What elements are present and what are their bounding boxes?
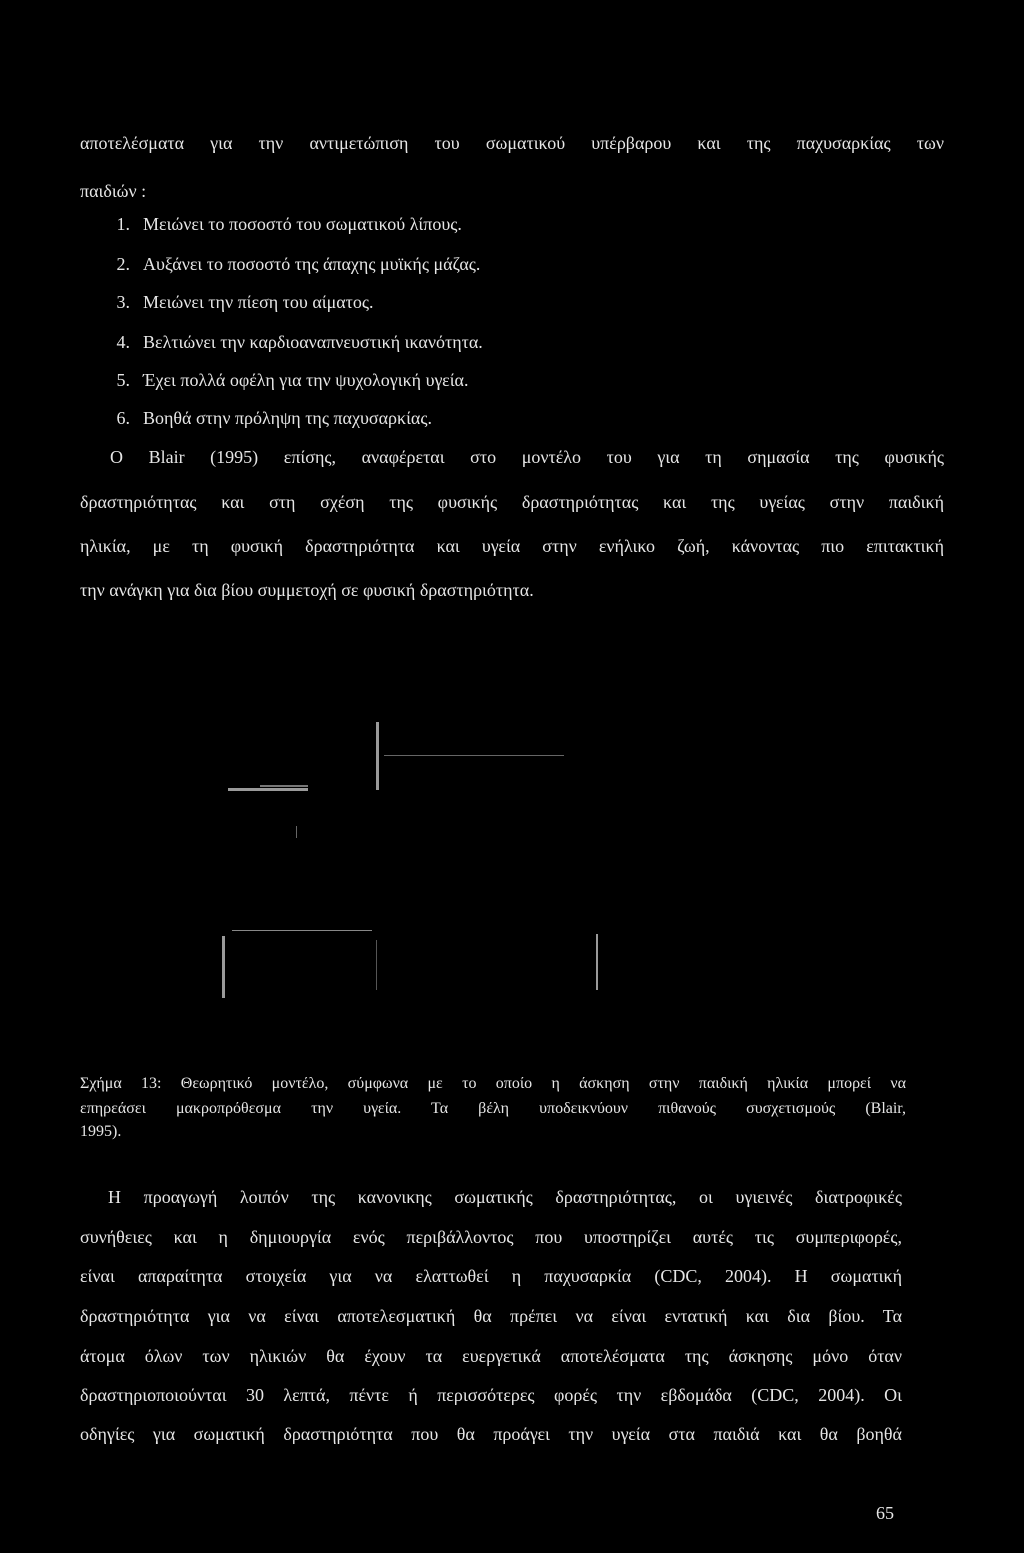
paragraph-line: δραστηριοποιούνται 30 λεπτά, πέντε ή περισσότερες φορές την εβδομάδα (CDC, 2004). Οι	[80, 1385, 902, 1405]
paragraph-line: Η προαγωγή λοιπόν της κανονικης σωματικής δραστηριότητας, οι υγιεινές διατροφικές	[108, 1187, 902, 1207]
figure-fragment	[260, 785, 308, 787]
paragraph-line: δραστηριότητας και στη σχέση της φυσικής δραστηριότητας και της υγείας στην παιδική	[80, 492, 944, 512]
caption-line: επηρεάσει μακροπρόθεσμα την υγεία. Τα βέλη υποδεικνύουν πιθανούς συσχετισμούς (Blair,	[80, 1100, 906, 1117]
caption-line: Σχήμα 13: Θεωρητικό μοντέλο, σύμφωνα με το οποίο η άσκηση στην παιδική ηλικία μπορεί να	[80, 1075, 906, 1092]
figure-model-diagram	[200, 700, 640, 1010]
list-number: 2.	[116, 254, 130, 274]
paragraph-line: την ανάγκη για δια βίου συμμετοχή σε φυσική δραστηριότητα.	[80, 580, 534, 600]
paragraph-line: οδηγίες για σωματική δραστηριότητα που θα προάγει την υγεία στα παιδιά και θα βοηθά	[80, 1424, 902, 1444]
list-number: 1.	[116, 214, 130, 234]
list-text: Βελτιώνει την καρδιοαναπνευστική ικανότητα.	[143, 332, 483, 352]
intro-line-1: αποτελέσματα για την αντιμετώπιση του σωματικού υπέρβαρου και της παχυσαρκίας των	[80, 133, 944, 153]
figure-fragment	[376, 722, 379, 790]
paragraph-line: ηλικία, με τη φυσική δραστηριότητα και υγεία στην ενήλικο ζωή, κάνοντας πιο επιτακτική	[80, 536, 944, 556]
list-text: Μειώνει την πίεση του αίματος.	[143, 292, 374, 312]
figure-fragment	[296, 826, 297, 838]
paragraph-line: είναι απαραίτητα στοιχεία για να ελαττωθεί η παχυσαρκία (CDC, 2004). Η σωματική	[80, 1266, 902, 1286]
figure-fragment	[384, 755, 564, 756]
list-number: 3.	[116, 292, 130, 312]
list-text: Βοηθά στην πρόληψη της παχυσαρκίας.	[143, 408, 432, 428]
list-number: 5.	[116, 370, 130, 390]
list-text: Έχει πολλά οφέλη για την ψυχολογική υγεία.	[143, 370, 469, 390]
list-text: Αυξάνει το ποσοστό της άπαχης μυϊκής μάζας.	[143, 254, 481, 274]
figure-fragment	[376, 940, 377, 990]
paragraph-line: Ο Blair (1995) επίσης, αναφέρεται στο μοντέλο του για τη σημασία της φυσικής	[110, 447, 944, 467]
caption-line: 1995).	[80, 1123, 122, 1140]
paragraph-line: συνήθειες και η δημιουργία ενός περιβάλλοντος που υποστηρίζει αυτές τις συμπεριφορές,	[80, 1227, 902, 1247]
page-number: 65	[876, 1503, 894, 1523]
figure-fragment	[222, 936, 225, 998]
figure-fragment	[232, 930, 372, 931]
list-number: 6.	[116, 408, 130, 428]
list-text: Μειώνει το ποσοστό του σωματικού λίπους.	[143, 214, 462, 234]
paragraph-line: δραστηριότητα για να είναι αποτελεσματική θα πρέπει να είναι εντατική και δια βίου. Τα	[80, 1306, 902, 1326]
figure-fragment	[596, 934, 598, 990]
intro-line-2: παιδιών :	[80, 181, 147, 201]
list-number: 4.	[116, 332, 130, 352]
figure-fragment	[228, 788, 308, 791]
paragraph-line: άτομα όλων των ηλικιών θα έχουν τα ευεργετικά αποτελέσματα της άσκησης μόνο όταν	[80, 1346, 902, 1366]
